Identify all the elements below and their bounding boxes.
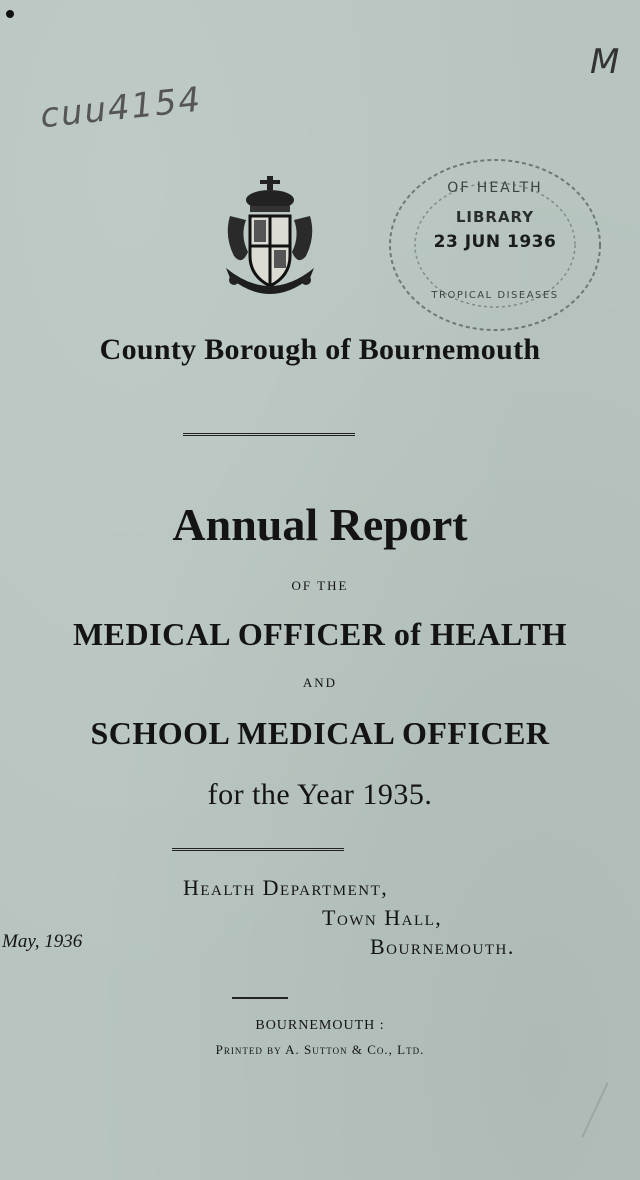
divider (232, 997, 288, 999)
ink-dot (6, 10, 14, 18)
printer-place: BOURNEMOUTH : (255, 1018, 385, 1033)
handwritten-annotation: cuu4154 (38, 79, 204, 137)
report-title: Annual Report (172, 499, 468, 550)
borough-heading: County Borough of Bournemouth (99, 333, 541, 366)
of-the-label: OF THE (291, 578, 349, 593)
address-line-1: Health Department, (183, 875, 389, 900)
and-label: AND (302, 675, 338, 690)
stamp-library-text: LIBRARY (455, 208, 535, 226)
stamp-top-text: OF HEALTH (447, 180, 543, 196)
divider (183, 433, 355, 436)
address-line-2: Town Hall, (322, 905, 443, 930)
stamp-bottom-text: TROPICAL DISEASES (431, 290, 559, 301)
publication-date: May, 1936 (2, 931, 83, 952)
address-line-3: Bournemouth. (370, 934, 515, 959)
divider (172, 848, 344, 851)
coat-of-arms-icon (220, 176, 320, 306)
library-stamp (385, 150, 605, 340)
pencil-mark (581, 1082, 608, 1137)
report-year: for the Year 1935. (207, 778, 433, 811)
title-line-school-mo: SCHOOL MEDICAL OFFICER (90, 715, 550, 751)
title-line-mo-health: MEDICAL OFFICER of HEALTH (72, 616, 568, 652)
stamp-date: 23 JUN 1936 (433, 232, 557, 252)
printer-credit: Printed by A. Sutton & Co., Ltd. (215, 1042, 425, 1057)
handwritten-mark: M (590, 42, 620, 82)
